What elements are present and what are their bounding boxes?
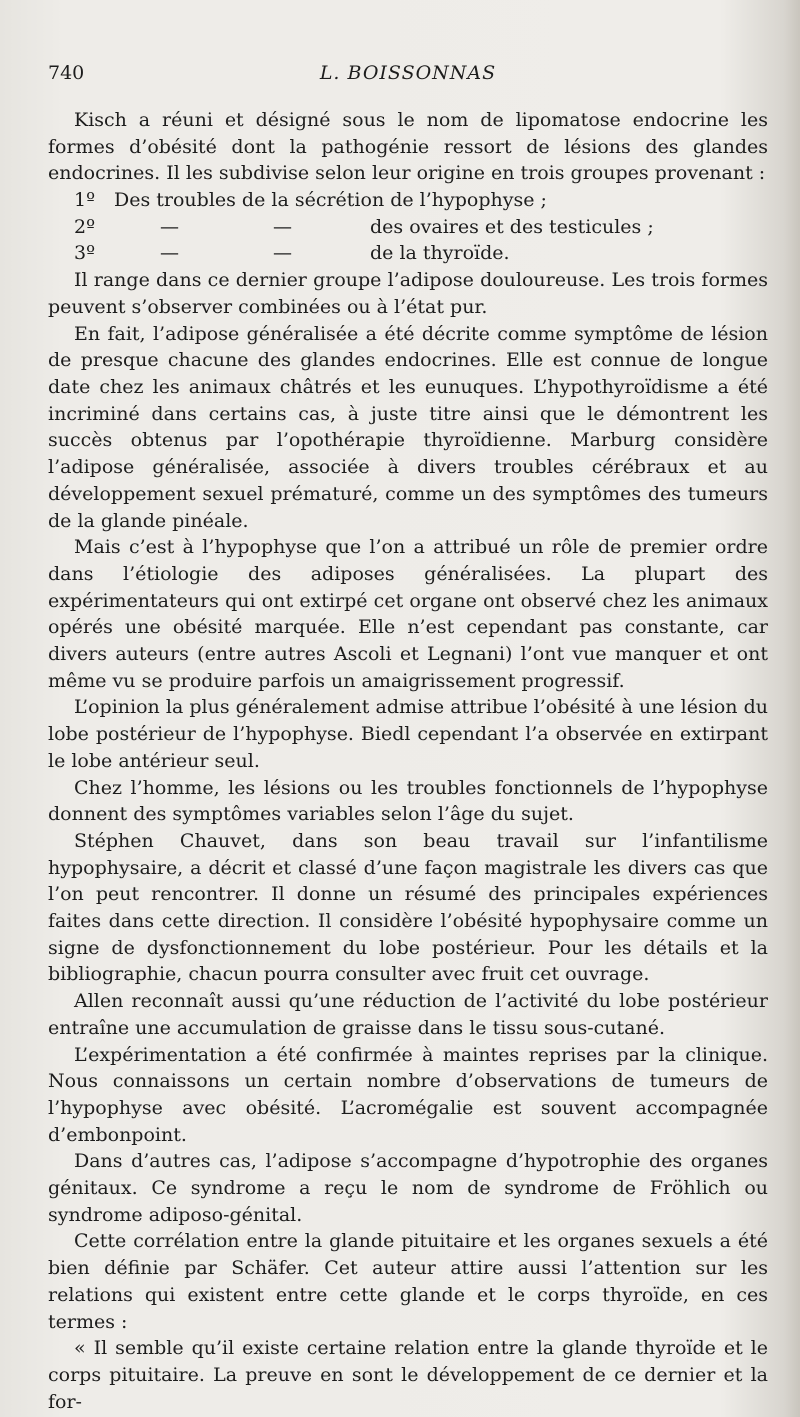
running-head: L. BOISSONNAS bbox=[319, 62, 497, 84]
paragraph: Stéphen Chauvet, dans son beau travail sur l’infantilisme hypophysaire, a décrit et classé d’une façon magistrale les divers cas que l’on peut rencontrer. Il donne un résumé des principales expériences faites dans cette direction. Il considère l’obésité hypophysaire comme un signe de dysfonctionnement du lobe postérieur. Pour les détails et la bibliographie, chacun pourra consulter avec fruit cet ouvrage. bbox=[48, 829, 768, 986]
group-item-1 bbox=[48, 187, 768, 214]
paragraph: « Il semble qu’il existe certaine relation entre la glande thyroïde et le corps pituitaire. La preuve en sont le développement de ce dernier et la for- bbox=[48, 1337, 768, 1413]
page-number: 740 bbox=[48, 62, 85, 84]
body-text bbox=[48, 107, 768, 1415]
ditto-dash: — bbox=[273, 242, 292, 265]
ditto-dash: — bbox=[160, 215, 179, 238]
group-item-2 bbox=[48, 214, 768, 241]
paragraph: Dans d’autres cas, l’adipose s’accompagne d’hypotrophie des organes génitaux. Ce syndrome a reçu le nom de syndrome de Fröhlich ou syndrome adiposo-génital. bbox=[48, 1150, 768, 1226]
group-text: de la thyroïde. bbox=[370, 242, 510, 265]
paragraph: Il range dans ce dernier groupe l’adipose douloureuse. Les trois formes peuvent s’observer combinées ou à l’état pur. bbox=[48, 269, 768, 318]
paragraph: L’expérimentation a été confirmée à maintes reprises par la clinique. Nous connaissons un certain nombre d’observations de tumeurs de l’hypophyse avec obésité. L’acromégalie est souvent accompagnée d’embonpoint. bbox=[48, 1043, 768, 1146]
group-text: Des troubles de la sécrétion de l’hypophyse ; bbox=[114, 189, 547, 212]
group-number: 1º bbox=[74, 189, 96, 212]
page-header bbox=[48, 62, 768, 92]
paragraph: Cette corrélation entre la glande pituitaire et les organes sexuels a été bien définie par Schäfer. Cet auteur attire aussi l’attention sur les relations qui existent entre cette glande et le corps thyroïde, en ces termes : bbox=[48, 1230, 768, 1333]
paragraph: L’opinion la plus généralement admise attribue l’obésité à une lésion du lobe postérieur de l’hypophyse. Biedl cependant l’a observée en extirpant le lobe antérieur seul. bbox=[48, 696, 768, 772]
ditto-dash: — bbox=[273, 215, 292, 238]
group-number: 3º bbox=[74, 242, 96, 265]
paragraph: En fait, l’adipose généralisée a été décrite comme symptôme de lésion de presque chacune des glandes endocrines. Elle est connue de longue date chez les animaux châtrés et les eunuques. L’hypothyroïdisme a été incriminé dans certains cas, à juste titre ainsi que le démontrent les succès obtenus par l’opothérapie thyroïdienne. Marburg considère l’adipose généralisée, associée à divers troubles cérébraux et au développement sexuel prématuré, comme un des symptômes des tumeurs de la glande pinéale. bbox=[48, 322, 768, 532]
group-item-3 bbox=[48, 240, 768, 267]
group-text: des ovaires et des testicules ; bbox=[370, 215, 654, 238]
ditto-dash: — bbox=[160, 242, 179, 265]
paragraph: Chez l’homme, les lésions ou les troubles fonctionnels de l’hypophyse donnent des symptômes variables selon l’âge du sujet. bbox=[48, 776, 768, 826]
paragraph: Kisch a réuni et désigné sous le nom de lipomatose endocrine les formes d’obésité dont la pathogénie ressort de lésions des glandes endocrines. Il les subdivise selon leur origine en trois groupes provenant : bbox=[48, 109, 768, 185]
group-number: 2º bbox=[74, 215, 96, 238]
paragraph: Allen reconnaît aussi qu’une réduction de l’activité du lobe postérieur entraîne une accumulation de graisse dans le tissu sous-cutané. bbox=[48, 990, 768, 1039]
paragraph: Mais c’est à l’hypophyse que l’on a attribué un rôle de premier ordre dans l’étiologie des adiposes généralisées. La plupart des expérimentateurs qui ont extirpé cet organe ont observé chez les animaux opérés une obésité marquée. Elle n’est cependant pas constante, car divers auteurs (entre autres Ascoli et Legnani) l’ont vue manquer et ont même vu se produire parfois un amaigrissement progressif. bbox=[48, 536, 768, 692]
